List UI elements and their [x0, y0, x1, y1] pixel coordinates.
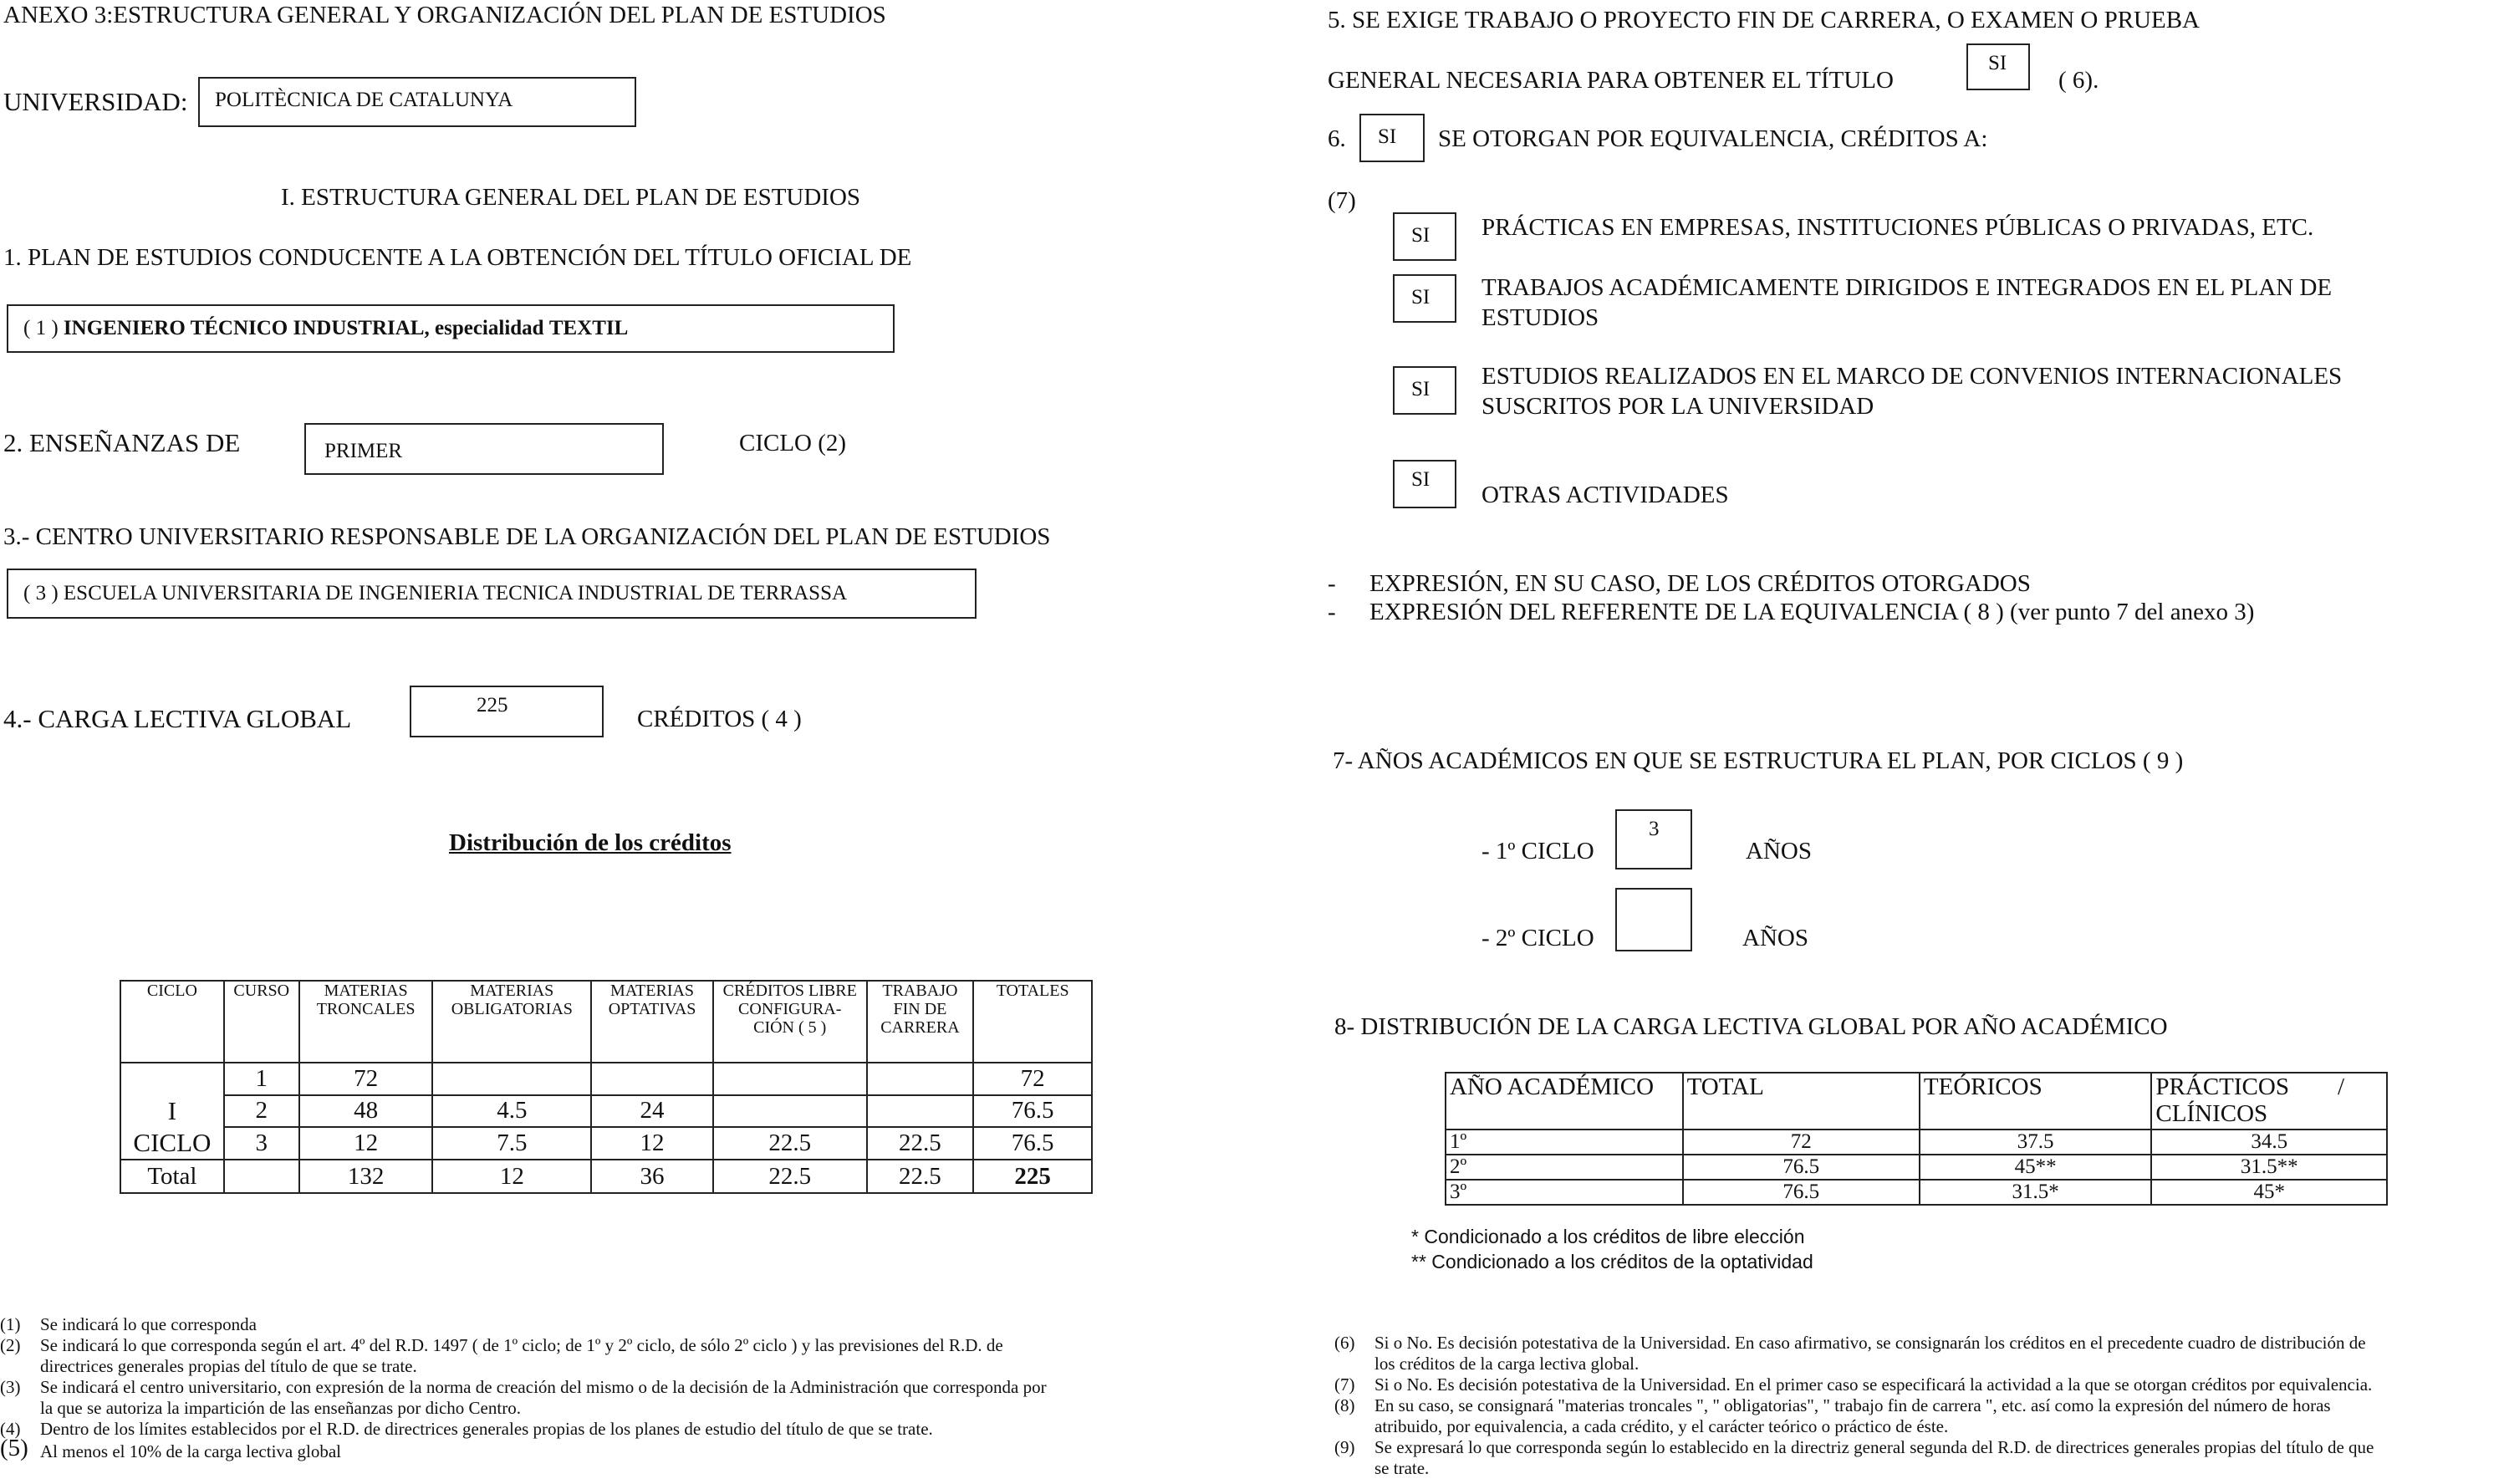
footnote: [1334, 1333, 2503, 1354]
section-title: I. ESTRUCTURA GENERAL DEL PLAN DE ESTUDIOS: [281, 184, 861, 211]
header-practicos: PRÁCTICOS / CLÍNICOS: [2151, 1073, 2387, 1130]
table-cell: 36: [591, 1160, 713, 1193]
item-5-value: SI: [1988, 52, 2007, 74]
equiv-trabajos-line2: ESTUDIOS: [1481, 304, 1599, 331]
footnote: [1334, 1354, 2503, 1374]
item-8-title: 8- DISTRIBUCIÓN DE LA CARGA LECTIVA GLOBAL POR AÑO ACADÉMICO: [1334, 1013, 2168, 1040]
item-7-ref: (7): [1328, 187, 1356, 214]
titulo-exige-field: [1966, 43, 2030, 90]
annex-title: ANEXO 3:ESTRUCTURA GENERAL Y ORGANIZACIÓN DEL PLAN DE ESTUDIOS: [3, 2, 886, 28]
item-3-heading: 3.- CENTRO UNIVERSITARIO RESPONSABLE DE LA ORGANIZACIÓN DEL PLAN DE ESTUDIOS: [3, 523, 1051, 550]
footnote: [0, 1314, 1221, 1335]
table-cell: 45*: [2151, 1180, 2387, 1205]
equiv-box-trabajos: [1393, 274, 1456, 323]
table-cell: 72: [299, 1063, 433, 1095]
footnote: [1334, 1395, 2503, 1416]
dash-2: -: [1328, 599, 1336, 625]
footnote: [0, 1435, 1221, 1465]
equiv-box-estudios: [1393, 366, 1456, 415]
item-2-suffix: CICLO (2): [739, 430, 847, 456]
item-5-line-2: GENERAL NECESARIA PARA OBTENER EL TÍTULO: [1328, 67, 1894, 94]
table-cell: [713, 1063, 867, 1095]
table-cell: 12: [432, 1160, 591, 1193]
footnote-text: Se indicará el centro universitario, con expresión de la norma de creación del mismo o de la decisión de la Administración que corresponda por: [40, 1377, 1047, 1397]
item-4-label: 4.- CARGA LECTIVA GLOBAL: [3, 704, 352, 733]
table-cell: 22.5: [713, 1127, 867, 1160]
header-totales: TOTALES: [973, 981, 1092, 1063]
universidad-label: UNIVERSIDAD:: [3, 87, 188, 116]
table-cell: 72: [973, 1063, 1092, 1095]
table-cell: 76.5: [973, 1095, 1092, 1128]
item-5-ref: ( 6).: [2058, 67, 2099, 94]
table-cell: 1: [224, 1063, 299, 1095]
table-cell: 34.5: [2151, 1130, 2387, 1155]
footnote-text: se trate.: [1374, 1458, 1430, 1478]
item-5-line-1: 5. SE EXIGE TRABAJO O PROYECTO FIN DE CARRERA, O EXAMEN O PRUEBA: [1328, 7, 2200, 33]
expresion-referente: EXPRESIÓN DEL REFERENTE DE LA EQUIVALENCIA ( 8 ) (ver punto 7 del anexo 3): [1369, 599, 2255, 625]
table-cell: 1º: [1446, 1130, 1683, 1155]
item-6-value: SI: [1378, 125, 1397, 148]
titulo-bold-1: INGENIERO TÉCNICO INDUSTRIAL,: [63, 317, 430, 339]
table-cell: 24: [591, 1095, 713, 1128]
total-label: Total: [120, 1160, 224, 1193]
table-row: [120, 1063, 1092, 1095]
footnote-text: Si o No. Es decisión potestativa de la Universidad. En caso afirmativo, se consignarán los créditos en el precedente cuadro de distribución de: [1374, 1333, 2366, 1353]
header-teoricos: TEÓRICOS: [1920, 1073, 2152, 1130]
year-header-row: [1446, 1073, 2387, 1130]
table-cell: 4.5: [432, 1095, 591, 1128]
distribution-title: Distribución de los créditos: [449, 829, 732, 856]
footnote: [0, 1335, 1221, 1356]
grand-total: 225: [973, 1160, 1092, 1193]
table-row: [1446, 1155, 2387, 1180]
table-cell: 76.5: [1683, 1155, 1920, 1180]
table-cell: 2: [224, 1095, 299, 1128]
table-cell: [867, 1095, 974, 1128]
carga-field: [410, 686, 604, 737]
header-curso: CURSO: [224, 981, 299, 1063]
universidad-value: POLITÈCNICA DE CATALUNYA: [215, 89, 513, 111]
footnote-text: atribuido, por equivalencia, a cada crédito, y el carácter teórico o práctico de éste.: [1374, 1416, 1949, 1436]
table-cell: 76.5: [1683, 1180, 1920, 1205]
note-optatividad: ** Condicionado a los créditos de la optatividad: [1411, 1251, 1813, 1272]
footnote: [1334, 1437, 2503, 1458]
ciclo-2-label: - 2º CICLO: [1481, 925, 1594, 951]
table-row: [120, 1127, 1092, 1160]
table-cell: 12: [591, 1127, 713, 1160]
footnote-text: Si o No. Es decisión potestativa de la Universidad. En el primer caso se especificará la actividad a la que se otorgan créditos por equivalencia.: [1374, 1374, 2373, 1395]
ciclo-1-unit: AÑOS: [1746, 838, 1812, 864]
footnote-text: Se indicará lo que corresponda: [40, 1314, 257, 1334]
footnote-text: Al menos el 10% de la carga lectiva global: [40, 1441, 341, 1461]
footnote: [1334, 1374, 2503, 1395]
equiv-value: SI: [1411, 468, 1430, 491]
universidad-field: [198, 77, 636, 127]
table-row: [120, 1095, 1092, 1128]
ciclo-2-field: [1615, 888, 1692, 951]
equiv-trabajos-line1: TRABAJOS ACADÉMICAMENTE DIRIGIDOS E INTEGRADOS EN EL PLAN DE: [1481, 274, 2333, 301]
header-trabajo: TRABAJO FIN DE CARRERA: [867, 981, 974, 1063]
left-footnotes: [0, 1314, 1221, 1465]
equiv-box-practicas: [1393, 212, 1456, 261]
table-cell: 12: [299, 1127, 433, 1160]
table-cell: 48: [299, 1095, 433, 1128]
header-libre: CRÉDITOS LIBRE CONFIGURA- CIÓN ( 5 ): [713, 981, 867, 1063]
item-6-field: [1359, 114, 1425, 162]
titulo-prefix: ( 1 ): [23, 317, 59, 339]
table-cell: 132: [299, 1160, 433, 1193]
table-cell: 22.5: [867, 1160, 974, 1193]
footnote-number: (8): [1334, 1395, 1355, 1415]
table-cell: 22.5: [867, 1127, 974, 1160]
footnote-number: (2): [0, 1335, 21, 1355]
table-cell: 2º: [1446, 1155, 1683, 1180]
ensenanzas-value: PRIMER: [324, 440, 403, 462]
item-1-heading: 1. PLAN DE ESTUDIOS CONDUCENTE A LA OBTENCIÓN DEL TÍTULO OFICIAL DE: [3, 244, 912, 271]
table-cell: 31.5**: [2151, 1155, 2387, 1180]
ciclo-cell: [120, 1063, 224, 1160]
equiv-box-otras: [1393, 460, 1456, 508]
footnote-number: (5): [0, 1435, 28, 1461]
ciclo-word: CICLO: [133, 1128, 212, 1157]
equiv-otras: OTRAS ACTIVIDADES: [1481, 482, 1729, 508]
centro-value: ( 3 ) ESCUELA UNIVERSITARIA DE INGENIERIA TECNICA INDUSTRIAL DE TERRASSA: [23, 582, 848, 604]
table-cell: 3: [224, 1127, 299, 1160]
footnote: [1334, 1458, 2503, 1479]
equiv-value: SI: [1411, 286, 1430, 309]
footnote-text: directrices generales propias del título de que se trate.: [40, 1356, 417, 1376]
equiv-practicas: PRÁCTICAS EN EMPRESAS, INSTITUCIONES PÚBLICAS O PRIVADAS, ETC.: [1481, 214, 2314, 241]
footnote: [1334, 1416, 2503, 1437]
header-ciclo: CICLO: [120, 981, 224, 1063]
footnote-text: los créditos de la carga lectiva global.: [1374, 1354, 1640, 1374]
dash-1: -: [1328, 570, 1336, 597]
header-optativas: MATERIAS OPTATIVAS: [591, 981, 713, 1063]
centro-field: [7, 569, 977, 619]
table-cell: 76.5: [973, 1127, 1092, 1160]
footnote: [0, 1356, 1221, 1377]
footnote-number: (6): [1334, 1333, 1355, 1353]
footnote-text: Se expresará lo que corresponda según lo establecido en la directriz general segunda del R.D. de directrices generales propias del título de que: [1374, 1437, 2374, 1457]
table-cell: [713, 1095, 867, 1128]
item-7-title: 7- AÑOS ACADÉMICOS EN QUE SE ESTRUCTURA EL PLAN, POR CICLOS ( 9 ): [1333, 747, 2184, 774]
footnote-number: (3): [0, 1377, 21, 1397]
footnote-text: Se indicará lo que corresponda según el art. 4º del R.D. 1497 ( de 1º ciclo; de 1º y 2º ciclo, de sólo 2º ciclo ) y las previsiones del R.D. de: [40, 1335, 1003, 1355]
credits-header-row: [120, 981, 1092, 1063]
item-2-label: 2. ENSEÑANZAS DE: [3, 428, 241, 457]
footnote: [0, 1419, 1221, 1440]
ensenanzas-field: [304, 423, 664, 475]
table-cell: 22.5: [713, 1160, 867, 1193]
ciclo-1-value: 3: [1649, 818, 1660, 840]
ciclo-1-field: [1615, 809, 1692, 869]
right-footnotes: [1334, 1333, 2503, 1479]
equiv-value: SI: [1411, 224, 1430, 247]
table-cell: 31.5*: [1920, 1180, 2152, 1205]
expresion-creditos: EXPRESIÓN, EN SU CASO, DE LOS CRÉDITOS OTORGADOS: [1369, 570, 2031, 597]
carga-value: 225: [477, 694, 508, 717]
table-cell: 37.5: [1920, 1130, 2152, 1155]
item-4-suffix: CRÉDITOS ( 4 ): [637, 706, 802, 732]
note-libre-eleccion: * Condicionado a los créditos de libre elección: [1411, 1226, 1805, 1247]
titulo-field: [7, 304, 895, 353]
table-total-row: [120, 1160, 1092, 1193]
titulo-value: [23, 317, 628, 340]
header-ano: AÑO ACADÉMICO: [1446, 1073, 1683, 1130]
titulo-bold-2: TEXTIL: [548, 317, 629, 339]
table-cell: [224, 1160, 299, 1193]
ciclo-roman: I: [167, 1096, 177, 1125]
year-distribution-table: [1445, 1072, 2388, 1206]
table-cell: 72: [1683, 1130, 1920, 1155]
header-obligatorias: MATERIAS OBLIGATORIAS: [432, 981, 591, 1063]
header-total: TOTAL: [1683, 1073, 1920, 1130]
footnote-number: (7): [1334, 1374, 1355, 1395]
footnote: [0, 1398, 1221, 1419]
footnote-text: En su caso, se consignará "materias troncales ", " obligatorias", " trabajo fin de carrera ", etc. así como la expresión del número de horas: [1374, 1395, 2331, 1415]
item-6-text: SE OTORGAN POR EQUIVALENCIA, CRÉDITOS A:: [1438, 125, 1988, 152]
table-row: [1446, 1130, 2387, 1155]
table-cell: [867, 1063, 974, 1095]
table-cell: 45**: [1920, 1155, 2152, 1180]
footnote-number: (4): [0, 1419, 21, 1439]
footnote: [0, 1377, 1221, 1398]
footnote-text: Dentro de los límites establecidos por el R.D. de directrices generales propias de los planes de estudio del título de que se trate.: [40, 1419, 933, 1439]
credits-table: [120, 980, 1093, 1194]
titulo-normal: especialidad: [435, 317, 544, 339]
equiv-estudios-line2: SUSCRITOS POR LA UNIVERSIDAD: [1481, 393, 1874, 420]
header-troncales: MATERIAS TRONCALES: [299, 981, 433, 1063]
table-row: [1446, 1180, 2387, 1205]
table-cell: [591, 1063, 713, 1095]
ciclo-1-label: - 1º CICLO: [1481, 838, 1594, 864]
equiv-estudios-line1: ESTUDIOS REALIZADOS EN EL MARCO DE CONVENIOS INTERNACIONALES: [1481, 363, 2343, 390]
table-cell: 3º: [1446, 1180, 1683, 1205]
item-6-number: 6.: [1328, 125, 1346, 152]
table-cell: 7.5: [432, 1127, 591, 1160]
equiv-value: SI: [1411, 378, 1430, 400]
footnote-number: (9): [1334, 1437, 1355, 1457]
ciclo-2-unit: AÑOS: [1742, 925, 1808, 951]
footnote-text: la que se autoriza la impartición de las enseñanzas por dicho Centro.: [40, 1398, 521, 1418]
table-cell: [432, 1063, 591, 1095]
footnote-number: (1): [0, 1314, 21, 1334]
